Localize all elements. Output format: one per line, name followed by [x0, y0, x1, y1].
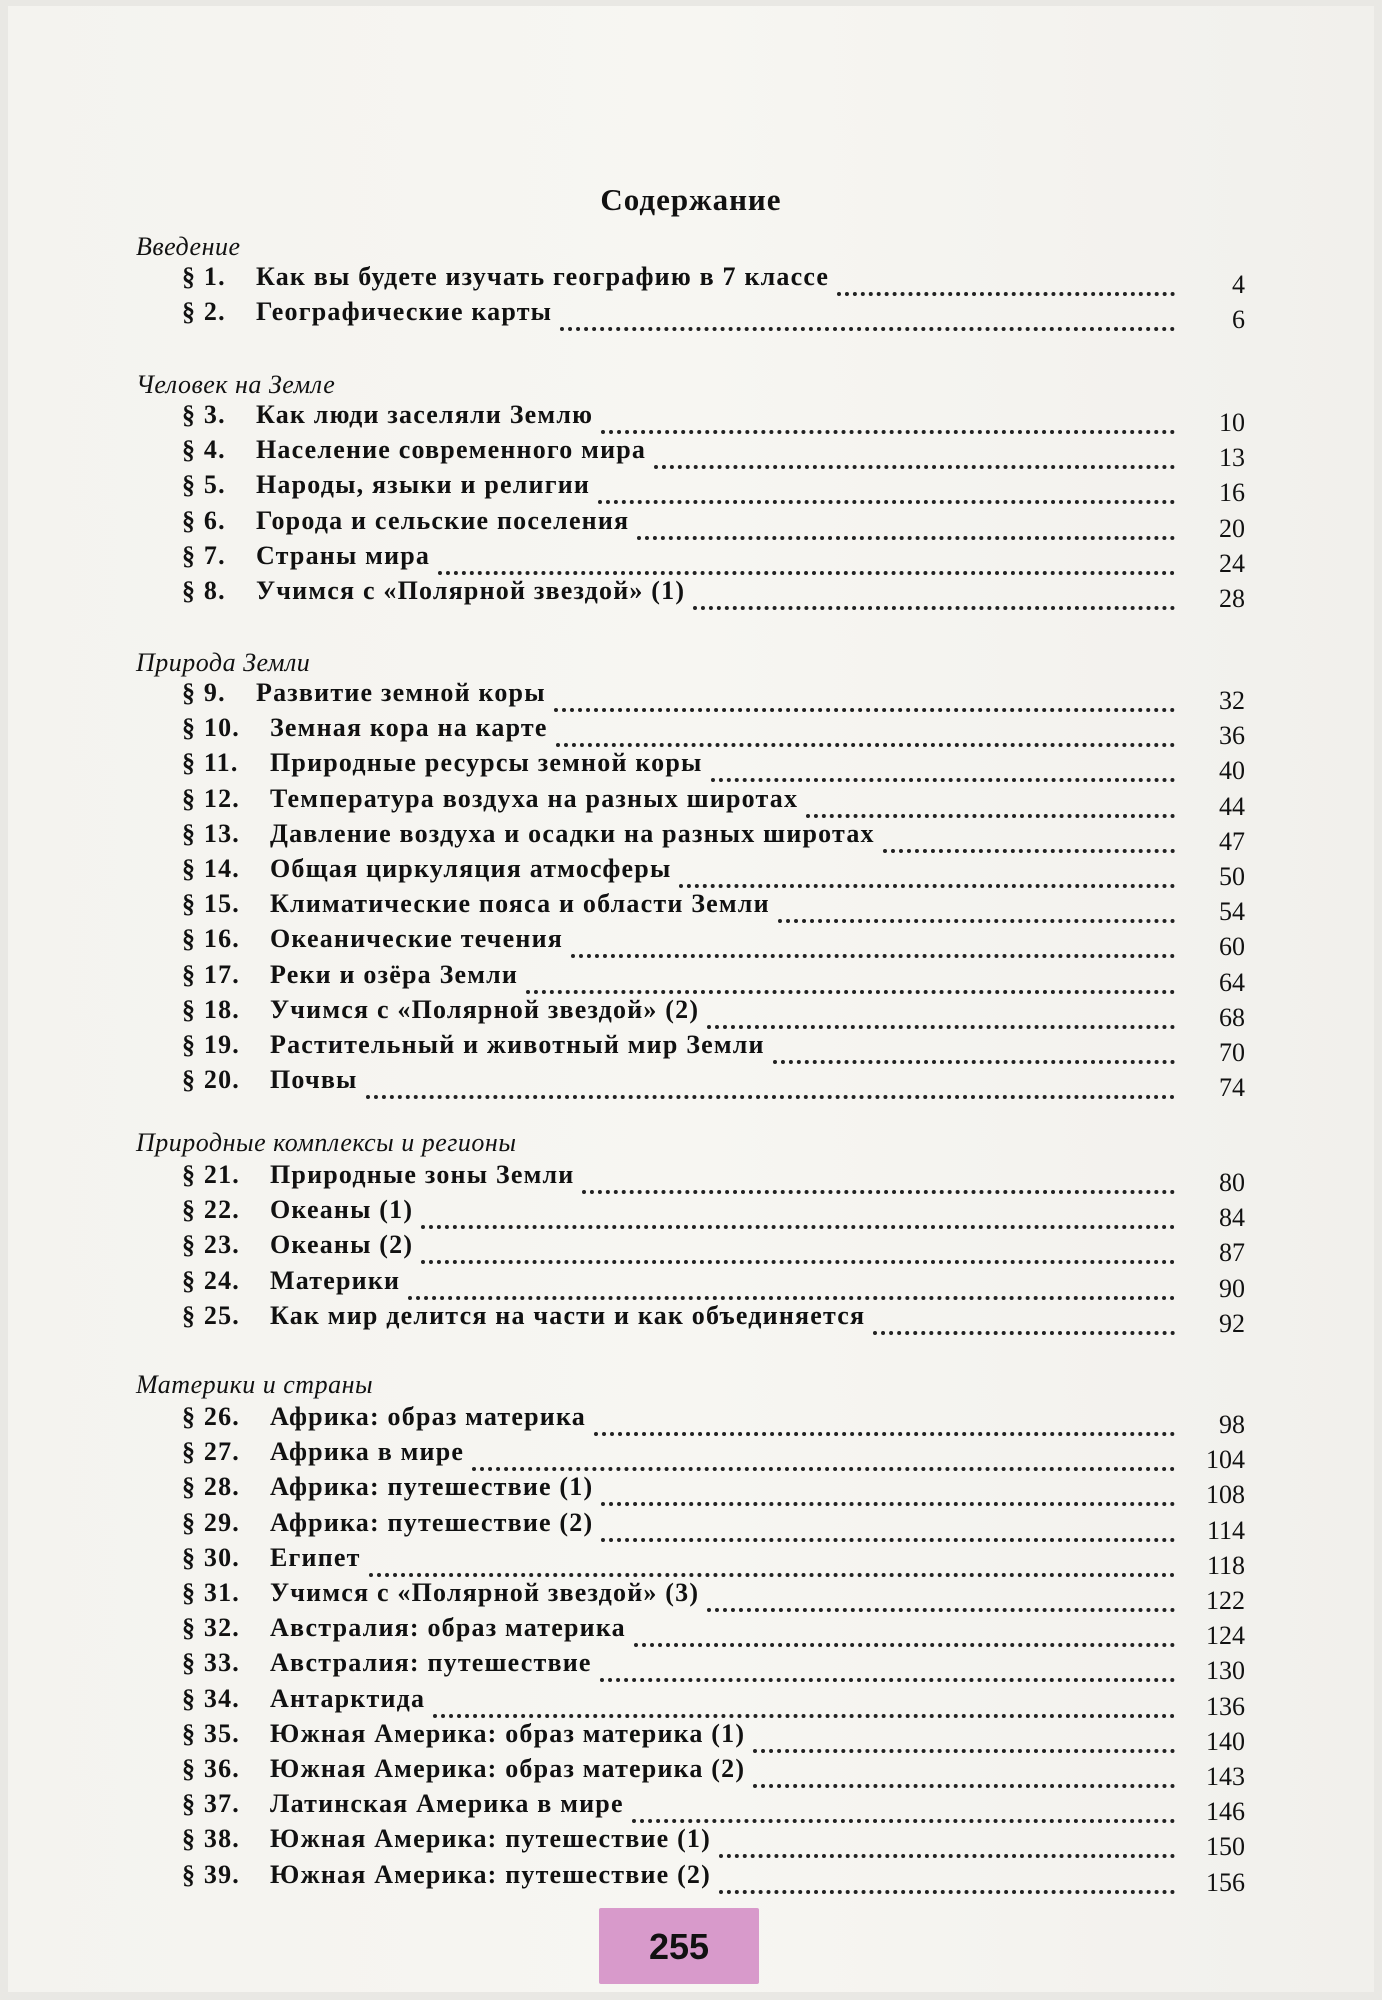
entry-title: Реки и озёра Земли: [270, 959, 519, 989]
entry-title: Учимся с «Полярной звездой» (3): [270, 1578, 700, 1607]
section-number: § 9.: [182, 678, 226, 707]
dot-leader: [883, 819, 1175, 853]
dot-leader: [707, 995, 1175, 1029]
dot-leader: [594, 1402, 1175, 1436]
entry-page-number: 47: [1219, 826, 1245, 856]
entry-title: Земная кора на карте: [270, 713, 548, 743]
toc-entry[interactable]: [182, 889, 1245, 927]
entry-page-number: 130: [1206, 1656, 1245, 1686]
section-number: § 37.: [182, 1789, 240, 1819]
section-number: § 19.: [182, 1030, 240, 1059]
entry-title: Как мир делится на части и как объединяется: [270, 1300, 866, 1330]
entry-page-number: 60: [1219, 932, 1245, 962]
entry-page-number: 156: [1206, 1867, 1245, 1897]
entry-title: Южная Америка: путешествие (2): [270, 1859, 711, 1889]
entry-page-number: 6: [1232, 305, 1245, 335]
dot-leader: [773, 1030, 1175, 1064]
entry-page-number: 92: [1219, 1308, 1245, 1338]
entry-title: Материки: [270, 1265, 401, 1295]
entry-title: Как вы будете изучать географию в 7 классе: [256, 262, 830, 291]
section-number: § 3.: [182, 400, 226, 429]
section-number: § 36.: [182, 1754, 240, 1783]
entry-title: Южная Америка: путешествие (1): [270, 1824, 711, 1854]
dot-leader: [366, 1065, 1175, 1099]
entry-page-number: 90: [1219, 1273, 1245, 1303]
entry-page-number: 136: [1206, 1691, 1245, 1721]
section-number: § 13.: [182, 818, 240, 848]
entry-page-number: 36: [1219, 721, 1245, 751]
entry-page-number: 50: [1219, 862, 1245, 891]
entry-title: Географические карты: [256, 297, 553, 327]
section-number: § 35.: [182, 1718, 240, 1748]
dot-leader: [598, 470, 1175, 504]
toc-entry[interactable]: [182, 713, 1245, 751]
toc-entry[interactable]: [182, 1402, 1245, 1439]
section-number: § 20.: [182, 1065, 240, 1095]
section-number: § 38.: [182, 1824, 240, 1854]
entry-title: Антарктида: [270, 1683, 426, 1713]
section-number: § 18.: [182, 994, 240, 1024]
entry-title: Население современного мира: [256, 435, 647, 465]
toc-entry[interactable]: [182, 1195, 1245, 1233]
entry-page-number: 140: [1206, 1726, 1245, 1756]
toc-entry[interactable]: [182, 854, 1245, 891]
section-number: § 2.: [182, 297, 226, 327]
dot-leader: [632, 1789, 1175, 1823]
dot-leader: [582, 1160, 1175, 1194]
toc-entry[interactable]: [182, 1230, 1245, 1268]
toc-entry[interactable]: [182, 924, 1245, 962]
entry-title: Африка: путешествие (1): [270, 1472, 594, 1502]
toc-entry[interactable]: [182, 1542, 1245, 1580]
entry-title: Австралия: образ материка: [270, 1613, 626, 1643]
entry-title: Общая циркуляция атмосферы: [270, 854, 672, 883]
entry-title: Океанические течения: [270, 924, 564, 954]
section-number: § 16.: [182, 924, 240, 954]
entry-title: Учимся с «Полярной звездой» (2): [270, 994, 700, 1024]
toc-entry[interactable]: [182, 1718, 1245, 1756]
section-number: § 12.: [182, 783, 240, 813]
page-number-badge: 255: [599, 1908, 759, 1984]
entry-page-number: 4: [1232, 270, 1245, 299]
entry-page-number: 24: [1219, 548, 1245, 578]
section-number: § 28.: [182, 1472, 240, 1502]
dot-leader: [600, 1648, 1175, 1682]
entry-page-number: 40: [1219, 756, 1245, 786]
dot-leader: [438, 541, 1175, 575]
entry-title: Как люди заселяли Землю: [256, 400, 594, 429]
entry-title: Почвы: [270, 1065, 358, 1095]
section-number: § 31.: [182, 1578, 240, 1607]
dot-leader: [433, 1684, 1175, 1718]
dot-leader: [472, 1437, 1175, 1471]
dot-leader: [554, 678, 1175, 712]
section-number: § 34.: [182, 1683, 240, 1713]
toc-entry[interactable]: [182, 1648, 1245, 1686]
entry-page-number: 114: [1206, 1515, 1245, 1545]
entry-title: Австралия: путешествие: [270, 1648, 592, 1678]
dot-leader: [571, 924, 1175, 958]
entry-page-number: 64: [1219, 967, 1245, 997]
toc-entry[interactable]: [182, 1437, 1245, 1475]
dot-leader: [560, 297, 1175, 331]
dot-leader: [753, 1754, 1175, 1788]
entry-page-number: 10: [1219, 408, 1245, 437]
entry-page-number: 108: [1206, 1480, 1245, 1510]
section-number: § 33.: [182, 1648, 240, 1678]
dot-leader: [556, 713, 1175, 747]
dot-leader: [369, 1543, 1175, 1577]
toc-entry[interactable]: [182, 748, 1245, 786]
entry-title: Африка: путешествие (2): [270, 1507, 594, 1537]
toc-entry[interactable]: [182, 818, 1245, 856]
section-heading: Природные комплексы и регионы: [136, 1128, 517, 1157]
section-number: § 17.: [182, 959, 240, 989]
toc-entry[interactable]: [182, 1683, 1245, 1721]
dot-leader: [408, 1266, 1175, 1300]
toc-entry[interactable]: [182, 470, 1245, 508]
entry-title: Температура воздуха на разных широтах: [270, 783, 799, 813]
entry-title: Египет: [270, 1542, 361, 1572]
dot-leader: [654, 435, 1175, 469]
dot-leader: [806, 784, 1175, 818]
toc-entry[interactable]: [182, 297, 1245, 335]
entry-title: Южная Америка: образ материка (1): [270, 1718, 746, 1748]
toc-entry[interactable]: [182, 678, 1245, 715]
entry-page-number: 70: [1219, 1038, 1245, 1067]
dot-leader: [873, 1301, 1175, 1335]
entry-page-number: 87: [1219, 1238, 1245, 1268]
entry-title: Климатические пояса и области Земли: [270, 889, 770, 919]
dot-leader: [837, 262, 1175, 296]
toc-entry[interactable]: [182, 1507, 1245, 1545]
toc-entry[interactable]: [182, 1065, 1245, 1103]
entry-page-number: 98: [1219, 1410, 1245, 1439]
entry-page-number: 16: [1219, 478, 1245, 508]
section-number: § 1.: [182, 262, 226, 291]
entry-page-number: 84: [1219, 1203, 1245, 1233]
toc-entry[interactable]: [182, 1613, 1245, 1651]
section-number: § 4.: [182, 435, 226, 465]
entry-page-number: 68: [1219, 1002, 1245, 1032]
entry-title: Учимся с «Полярной звездой» (1): [256, 576, 686, 605]
dot-leader: [711, 748, 1175, 782]
entry-page-number: 74: [1219, 1073, 1245, 1103]
entry-page-number: 80: [1219, 1168, 1245, 1197]
toc-entry[interactable]: [182, 1578, 1245, 1615]
toc-entry[interactable]: [182, 400, 1245, 437]
entry-page-number: 32: [1219, 686, 1245, 715]
dot-leader: [679, 854, 1175, 888]
entry-page-number: 143: [1206, 1762, 1245, 1791]
toc-entry[interactable]: [182, 1030, 1245, 1067]
entry-title: Африка: образ материка: [270, 1402, 586, 1431]
entry-title: Океаны (1): [270, 1195, 414, 1225]
toc-entry[interactable]: [182, 435, 1245, 473]
toc-entry[interactable]: [182, 1754, 1245, 1791]
section-number: § 29.: [182, 1507, 240, 1537]
entry-title: Южная Америка: образ материка (2): [270, 1754, 746, 1783]
toc-entry[interactable]: [182, 1824, 1245, 1862]
toc-entry[interactable]: [182, 959, 1245, 997]
section-number: § 14.: [182, 854, 240, 883]
dot-leader: [421, 1195, 1175, 1229]
section-number: § 26.: [182, 1402, 240, 1431]
entry-page-number: 124: [1206, 1621, 1245, 1651]
toc-entry[interactable]: [182, 783, 1245, 821]
entry-page-number: 20: [1219, 513, 1245, 543]
entry-title: Океаны (2): [270, 1230, 414, 1260]
toc-entry[interactable]: [182, 262, 1245, 299]
section-number: § 6.: [182, 505, 226, 535]
toc-entry[interactable]: [182, 505, 1245, 543]
dot-leader: [707, 1578, 1175, 1612]
section-number: § 27.: [182, 1437, 240, 1467]
toc-entry[interactable]: [182, 540, 1245, 578]
section-number: § 21.: [182, 1160, 240, 1189]
toc-entry[interactable]: [182, 1160, 1245, 1197]
section-number: § 8.: [182, 576, 226, 605]
section-number: § 22.: [182, 1195, 240, 1225]
toc-entry[interactable]: [182, 1300, 1245, 1338]
dot-leader: [719, 1824, 1175, 1858]
entry-title: Развитие земной коры: [256, 678, 546, 707]
section-number: § 25.: [182, 1300, 240, 1330]
section-heading: Природа Земли: [136, 648, 311, 677]
dot-leader: [601, 1508, 1175, 1542]
section-number: § 24.: [182, 1265, 240, 1295]
section-heading: Введение: [136, 232, 241, 261]
dot-leader: [637, 506, 1175, 540]
toc-entry[interactable]: [182, 994, 1245, 1032]
entry-page-number: 28: [1219, 584, 1245, 613]
entry-page-number: 13: [1219, 443, 1245, 473]
entry-title: Природные зоны Земли: [270, 1160, 575, 1189]
toc-entry[interactable]: [182, 1859, 1245, 1897]
toc-entry[interactable]: [182, 576, 1245, 613]
entry-title: Растительный и животный мир Земли: [270, 1030, 765, 1059]
entry-page-number: 118: [1206, 1550, 1245, 1580]
section-heading: Материки и страны: [136, 1370, 374, 1399]
entry-title: Природные ресурсы земной коры: [270, 748, 703, 778]
section-number: § 11.: [182, 748, 239, 778]
dot-leader: [778, 889, 1175, 923]
entry-page-number: 146: [1206, 1797, 1245, 1827]
section-heading: Человек на Земле: [136, 370, 336, 399]
dot-leader: [601, 400, 1175, 434]
dot-leader: [634, 1613, 1175, 1647]
page-title: Содержание: [600, 182, 782, 217]
dot-leader: [601, 1472, 1175, 1506]
section-number: § 23.: [182, 1230, 240, 1260]
section-number: § 5.: [182, 470, 226, 500]
entry-page-number: 104: [1206, 1445, 1245, 1475]
entry-title: Страны мира: [256, 540, 431, 570]
section-number: § 15.: [182, 889, 240, 919]
section-number: § 10.: [182, 713, 240, 743]
dot-leader: [719, 1860, 1175, 1894]
entry-title: Африка в мире: [270, 1437, 465, 1467]
dot-leader: [693, 576, 1175, 610]
entry-title: Народы, языки и религии: [256, 470, 591, 500]
toc-entry[interactable]: [182, 1472, 1245, 1510]
entry-title: Латинская Америка в мире: [270, 1789, 624, 1819]
section-number: § 7.: [182, 540, 226, 570]
entry-page-number: 122: [1206, 1586, 1245, 1615]
entry-title: Давление воздуха и осадки на разных широтах: [270, 818, 875, 848]
dot-leader: [421, 1230, 1175, 1264]
entry-page-number: 54: [1219, 897, 1245, 927]
dot-leader: [753, 1719, 1175, 1753]
entry-title: Города и сельские поселения: [256, 505, 630, 535]
toc-entry[interactable]: [182, 1789, 1245, 1827]
entry-page-number: 44: [1219, 791, 1245, 821]
entry-page-number: 150: [1206, 1832, 1245, 1862]
toc-entry[interactable]: [182, 1265, 1245, 1303]
section-number: § 30.: [182, 1542, 240, 1572]
section-number: § 39.: [182, 1859, 240, 1889]
section-number: § 32.: [182, 1613, 240, 1643]
dot-leader: [526, 960, 1175, 994]
